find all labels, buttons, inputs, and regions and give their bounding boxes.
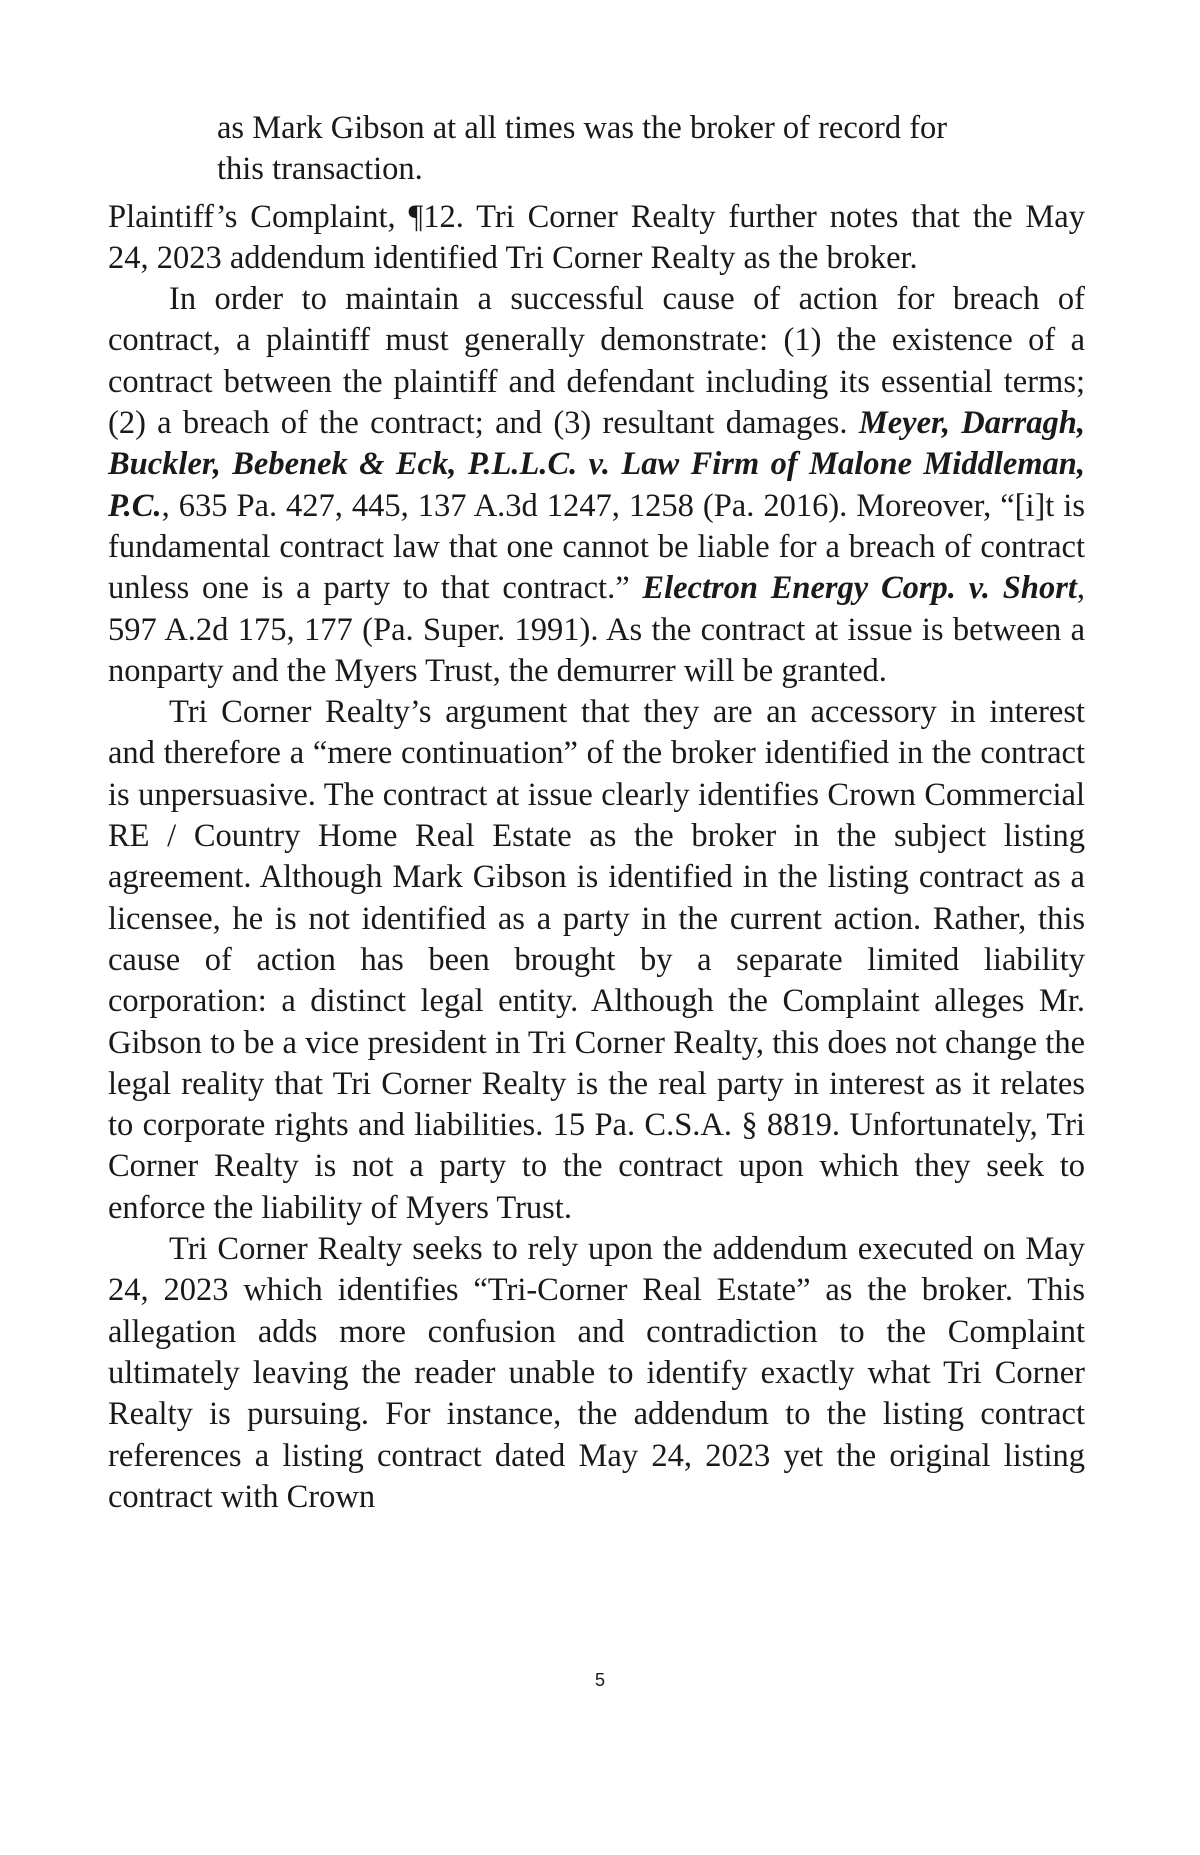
paragraph-text: In order to maintain a successful cause of action for breach of contract, a plaintiff must generally demonstrate: (1) the existence of a contract between the plaintiff and defendant including its essential terms; (2) a breach of the contract; and (3) resultant damages. <box>108 281 1085 442</box>
block-quote <box>217 108 1037 191</box>
block-quote-line-1: as Mark Gibson at all times was the broker of record for <box>217 110 948 146</box>
paragraph-text: , 597 A.2d 175, 177 (Pa. Super. 1991). As the contract at issue is between a nonparty and the Myers Trust, the demurrer will be granted. <box>108 570 1085 689</box>
case-citation-meyer: Meyer, Darragh, Buckler, Bebenek & Eck, P.L.L.C. v. Law Firm of Malone Middleman, P.C. <box>108 405 1085 524</box>
paragraph-complaint-citation: Plaintiff’s Complaint, ¶12. Tri Corner Realty further notes that the May 24, 2023 addendum identified Tri Corner Realty as the broker. <box>108 198 1085 276</box>
paragraph-addendum: Tri Corner Realty seeks to rely upon the addendum executed on May 24, 2023 which identifies “Tri-Corner Real Estate” as the broker. This allegation adds more confusion and contradiction to the Complaint ultimately leaving the reader unable to identify exactly what Tri Corner Realty is pursuing. For instance, the addendum to the listing contract references a listing contract dated May 24, 2023 yet the original listing contract with Crown <box>108 1231 1085 1515</box>
block-quote-line-2: this transaction. <box>217 151 423 188</box>
body-text <box>108 108 1085 1518</box>
paragraph-text: , 635 Pa. 427, 445, 137 A.3d 1247, 1258 (Pa. 2016). Moreover, “[i]t is fundamental contract law that one cannot be liable for a breach of contract unless one is a party to that contract.” <box>108 487 1085 607</box>
case-citation-electron-energy: Electron Energy Corp. v. Short <box>642 570 1077 607</box>
paragraph-accessory-in-interest: Tri Corner Realty’s argument that they are an accessory in interest and therefore a “mere continuation” of the broker identified in the contract is unpersuasive. The contract at issue clearly identifies Crown Commercial RE / Country Home Real Estate as the broker in the subject listing agreement. Although Mark Gibson is identified in the listing contract as a licensee, he is not identified as a party in the current action. Rather, this cause of action has been brought by a separate limited liability corporation: a distinct legal entity. Although the Complaint alleges Mr. Gibson to be a vice president in Tri Corner Realty, this does not change the legal reality that Tri Corner Realty is the real party in interest as it relates to corporate rights and liabilities. 15 Pa. C.S.A. § 8819. Unfortunately, Tri Corner Realty is not a party to the contract upon which they seek to enforce the liability of Myers Trust. <box>108 694 1085 1226</box>
page-number: 5 <box>594 1670 605 1690</box>
paragraph-breach-of-contract <box>108 279 1085 692</box>
